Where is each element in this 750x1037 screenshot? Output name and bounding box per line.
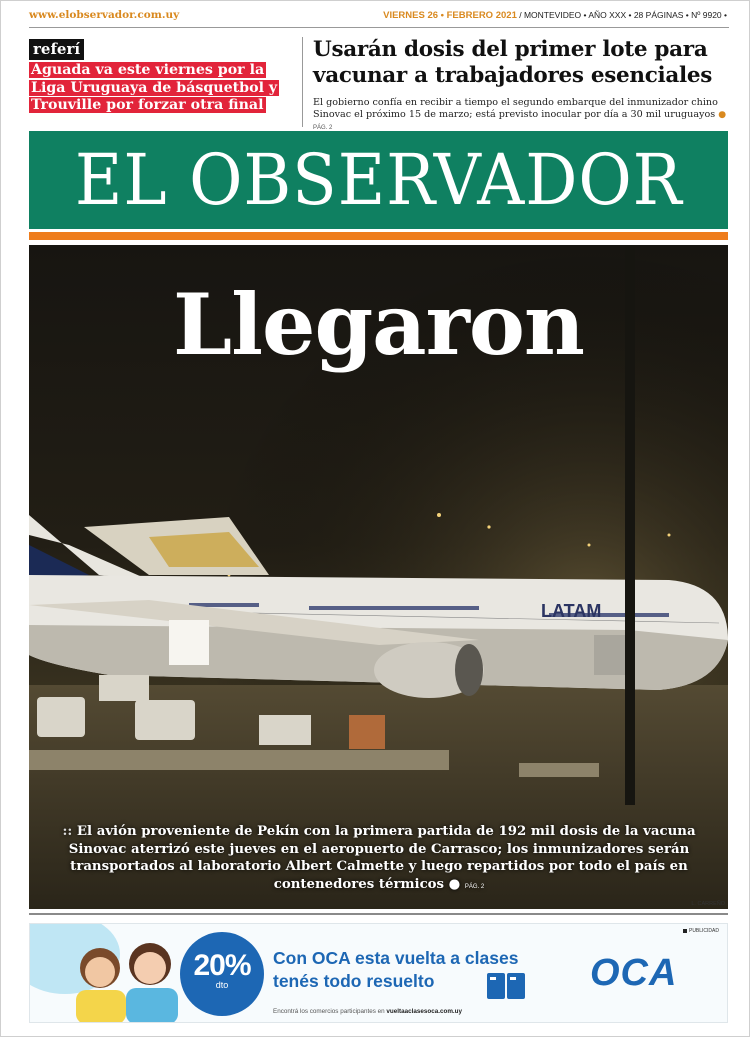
- main-caption-text: El avión proveniente de Pekín con la primera partida de 192 mil dosis de la vacuna Sinovac aterrizó este jueves en el aeropuerto de Carrasco; los inmunizadores serán transportados al laboratorio Albert Calmette y luego repartidos por todo el país en contenedores térmicos: [68, 824, 696, 892]
- site-url[interactable]: www.elobservador.com.uy: [29, 9, 180, 21]
- referi-teaser[interactable]: [29, 39, 291, 115]
- edition-info: MONTEVIDEO • AÑO XXX • 28 PÁGINAS • Nº 9920 •: [523, 10, 727, 20]
- main-caption: [59, 823, 699, 896]
- discount-percent: 20%: [193, 949, 251, 982]
- caption-marker-icon: ::: [62, 824, 77, 839]
- oca-advertisement[interactable]: [29, 923, 728, 1023]
- issue-date: VIERNES 26 • FEBRERO 2021: [383, 10, 517, 21]
- masthead-title: EL OBSERVADOR: [74, 139, 683, 221]
- ad-line-1: Con OCA esta vuelta a clases: [273, 948, 519, 968]
- dateline: VIERNES 26 • FEBRERO 2021 / MONTEVIDEO • AÑO XXX • 28 PÁGINAS • Nº 9920 •: [383, 10, 727, 21]
- photo-credit: L. CARREÑO: [691, 901, 725, 907]
- bottom-divider: [29, 913, 728, 915]
- ad-flag: PUBLICIDAD: [683, 928, 719, 934]
- main-page-ref: PÁG. 2: [464, 883, 485, 890]
- lead-story[interactable]: [313, 37, 729, 134]
- main-headline: Llegaron: [173, 275, 584, 374]
- square-icon: [683, 929, 687, 933]
- credit-cards-icon: [487, 971, 527, 1001]
- lead-deck: [313, 97, 729, 134]
- discount-badge: [180, 932, 264, 1016]
- referi-headline: Aguada va este viernes por la Liga Uruguaya de básquetbol y Trouville por forzar otra final: [31, 62, 278, 113]
- oca-logo: OCA: [590, 952, 678, 994]
- latam-logo: LATAM: [541, 601, 602, 621]
- masthead-accent-bar: [29, 232, 728, 240]
- ad-fine-print: [273, 1008, 462, 1015]
- ad-fine-print-text: Encontrá los comercios participantes en: [273, 1008, 385, 1015]
- lead-deck-text: El gobierno confía en recibir a tiempo el segundo embarque del inmunizador chino Sinovac el próximo 15 de marzo; está previsto inocular por día a 30 mil uruguayos: [313, 97, 718, 120]
- referi-tag: referí: [29, 39, 84, 60]
- top-divider: [29, 27, 729, 28]
- bullet-icon: ●: [444, 876, 465, 892]
- hero-photo[interactable]: [29, 245, 728, 909]
- ad-line-2: tenés todo resuelto: [273, 971, 435, 991]
- masthead: [29, 131, 728, 229]
- ad-url[interactable]: vueltaaclasesoca.com.uy: [386, 1008, 463, 1015]
- discount-label: dto: [215, 980, 229, 990]
- lead-headline: Usarán dosis del primer lote para vacunar a trabajadores esenciales: [313, 37, 713, 88]
- top-strip: [29, 9, 729, 27]
- lead-page-ref: PÁG. 2: [313, 125, 333, 131]
- column-divider: [302, 37, 303, 127]
- bullet-icon: ●: [718, 110, 727, 120]
